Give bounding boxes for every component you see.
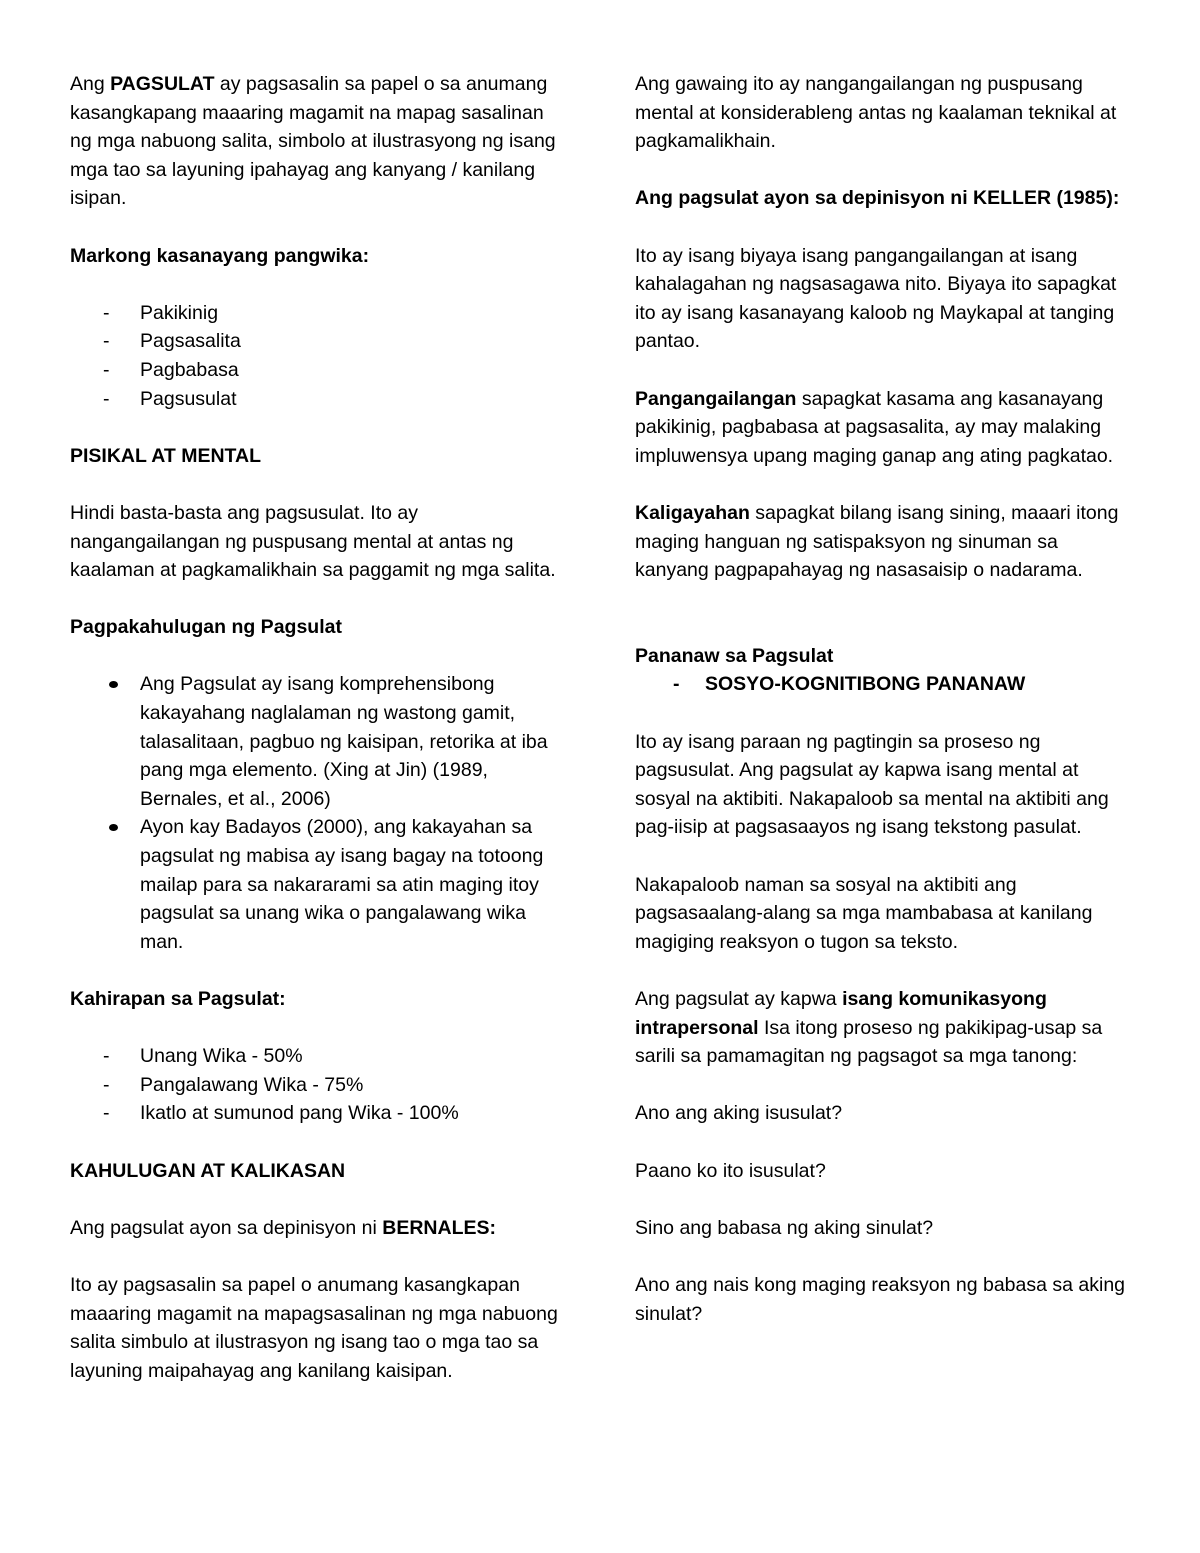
bernales-intro: Ang pagsulat ayon sa depinisyon ni BERNALES: [70, 1216, 496, 1239]
question-1: Ano ang aking isusulat? [635, 1102, 843, 1125]
kahirapan-list [70, 1042, 570, 1128]
kahulugan-heading: KAHULUGAN AT KALIKASAN [70, 1159, 346, 1182]
list-item: - Pakikinig [103, 301, 219, 324]
pangangailangan-paragraph: Pangangailangan sapagkat kasama ang kasanayang pakikinig, pagbabasa at pagsasalita, ay may malaking impluwensya upang maging ganap ang ating pagkatao. [635, 387, 1114, 467]
intrapersonal-paragraph: Ang pagsulat ay kapwa isang komunikasyong intrapersonal Isa itong proseso ng pakikipag-usap sa sarili sa pamamagitan ng pagsagot sa mga tanong: [635, 988, 1103, 1068]
pananaw-paragraph-2: Nakapaloob naman sa sosyal na aktibiti ang pagsasaalang-alang sa mga mambabasa at kanilang magiging reaksyon o tugon sa teksto. [635, 873, 1093, 953]
question-3: Sino ang babasa ng aking sinulat? [635, 1216, 934, 1239]
bernales-paragraph: Ito ay pagsasalin sa papel o anumang kasangkapan maaaring magamit na mapagsasalinan ng mga nabuong salita simbulo at ilustrasyon ng isang tao o mga tao sa layuning maipahayag ang kanilang kaisipan. [70, 1273, 558, 1382]
pagpakahulugan-heading: Pagpakahulugan ng Pagsulat [70, 616, 342, 639]
pagsulat-term: PAGSULAT [110, 73, 215, 95]
question-2: Paano ko ito isusulat? [635, 1159, 826, 1182]
pangangailangan-term: Pangangailangan [635, 387, 797, 410]
pagpakahulugan-list [70, 670, 570, 956]
pananaw-paragraph-1: Ito ay isang paraan ng pagtingin sa proseso ng pagsusulat. Ang pagsulat ay kapwa isang mental at sosyal na aktibiti. Nakapaloob sa mental na aktibiti ang pag-iisip at pagsasaayos ng isang tekstong pasulat. [635, 730, 1109, 839]
intrapersonal-term: isang komunikasyong intrapersonal [635, 988, 1047, 1039]
pisikal-paragraph: Hindi basta-basta ang pagsusulat. Ito ay nangangailangan ng puspusang mental at antas ng kaalaman at pagkamalikhain sa paggamit ng mga salita. [70, 501, 556, 582]
bullet-icon [109, 681, 118, 688]
question-4: Ano ang nais kong maging reaksyon ng babasa sa aking sinulat? [635, 1273, 1126, 1325]
list-item: - Unang Wika - 50% [103, 1045, 303, 1068]
list-item: Ayon kay Badayos (2000), ang kakayahan sa pagsulat ng mabisa ay isang bagay na totoong mailap para sa nakararami sa atin maging itoy pagsulat sa unang wika o pangalawang wika man. [70, 813, 570, 956]
gawain-paragraph: Ang gawaing ito ay nangangailangan ng puspusang mental at konsiderableng antas ng kaalaman teknikal at pagkamalikhain. [635, 73, 1117, 153]
pananaw-subheading: - SOSYO-KOGNITIBONG PANANAW [673, 673, 1026, 696]
kaligayahan-term: Kaligayahan [635, 501, 750, 524]
kaligayahan-paragraph: Kaligayahan sapagkat bilang isang sining, maaari itong maging hanguan ng satispaksyon ng sinuman sa kanyang pagpapahayag ng nasasaisip o nadarama. [635, 501, 1119, 582]
list-item: - Pagsasalita [103, 330, 241, 353]
bernales-term: BERNALES: [382, 1216, 496, 1239]
pananaw-heading: Pananaw sa Pagsulat [635, 644, 834, 667]
list-item: - Ikatlo at sumunod pang Wika - 100% [103, 1102, 459, 1125]
list-item: - Pagbabasa [103, 358, 239, 381]
intro-paragraph: Ang PAGSULAT ay pagsasalin sa papel o sa anumang kasangkapang maaaring magamit na mapag sasalinan ng mga nabuong salita, simbolo at ilustrasyong ng isang mga tao sa layuning ipahayag ang kanyang / kanilang isipan. [70, 73, 556, 210]
markong-list [70, 299, 570, 413]
list-item: - Pangalawang Wika - 75% [103, 1073, 364, 1096]
bullet-icon [109, 824, 118, 831]
keller-paragraph: Ito ay isang biyaya isang pangangailangan at isang kahalagahan ng nagsasagawa nito. Biyaya ito sapagkat ito ay isang kasanayang kaloob ng Maykapal at tanging pantao. [635, 244, 1117, 353]
markong-heading: Markong kasanayang pangwika: [70, 244, 370, 267]
pisikal-heading: PISIKAL AT MENTAL [70, 444, 262, 467]
list-item: - Pagsusulat [103, 387, 237, 410]
left-column [70, 70, 570, 1385]
list-item: Ang Pagsulat ay isang komprehensibong kakayahang naglalaman ng wastong gamit, talasalitaan, pagbuo ng kaisipan, retorika at iba pang mga elemento. (Xing at Jin) (1989, Bernales, et al., 2006) [70, 670, 570, 813]
kahirapan-heading: Kahirapan sa Pagsulat: [70, 988, 286, 1010]
right-column [635, 70, 1135, 1328]
keller-heading: Ang pagsulat ayon sa depinisyon ni KELLER (1985): [635, 187, 1120, 210]
